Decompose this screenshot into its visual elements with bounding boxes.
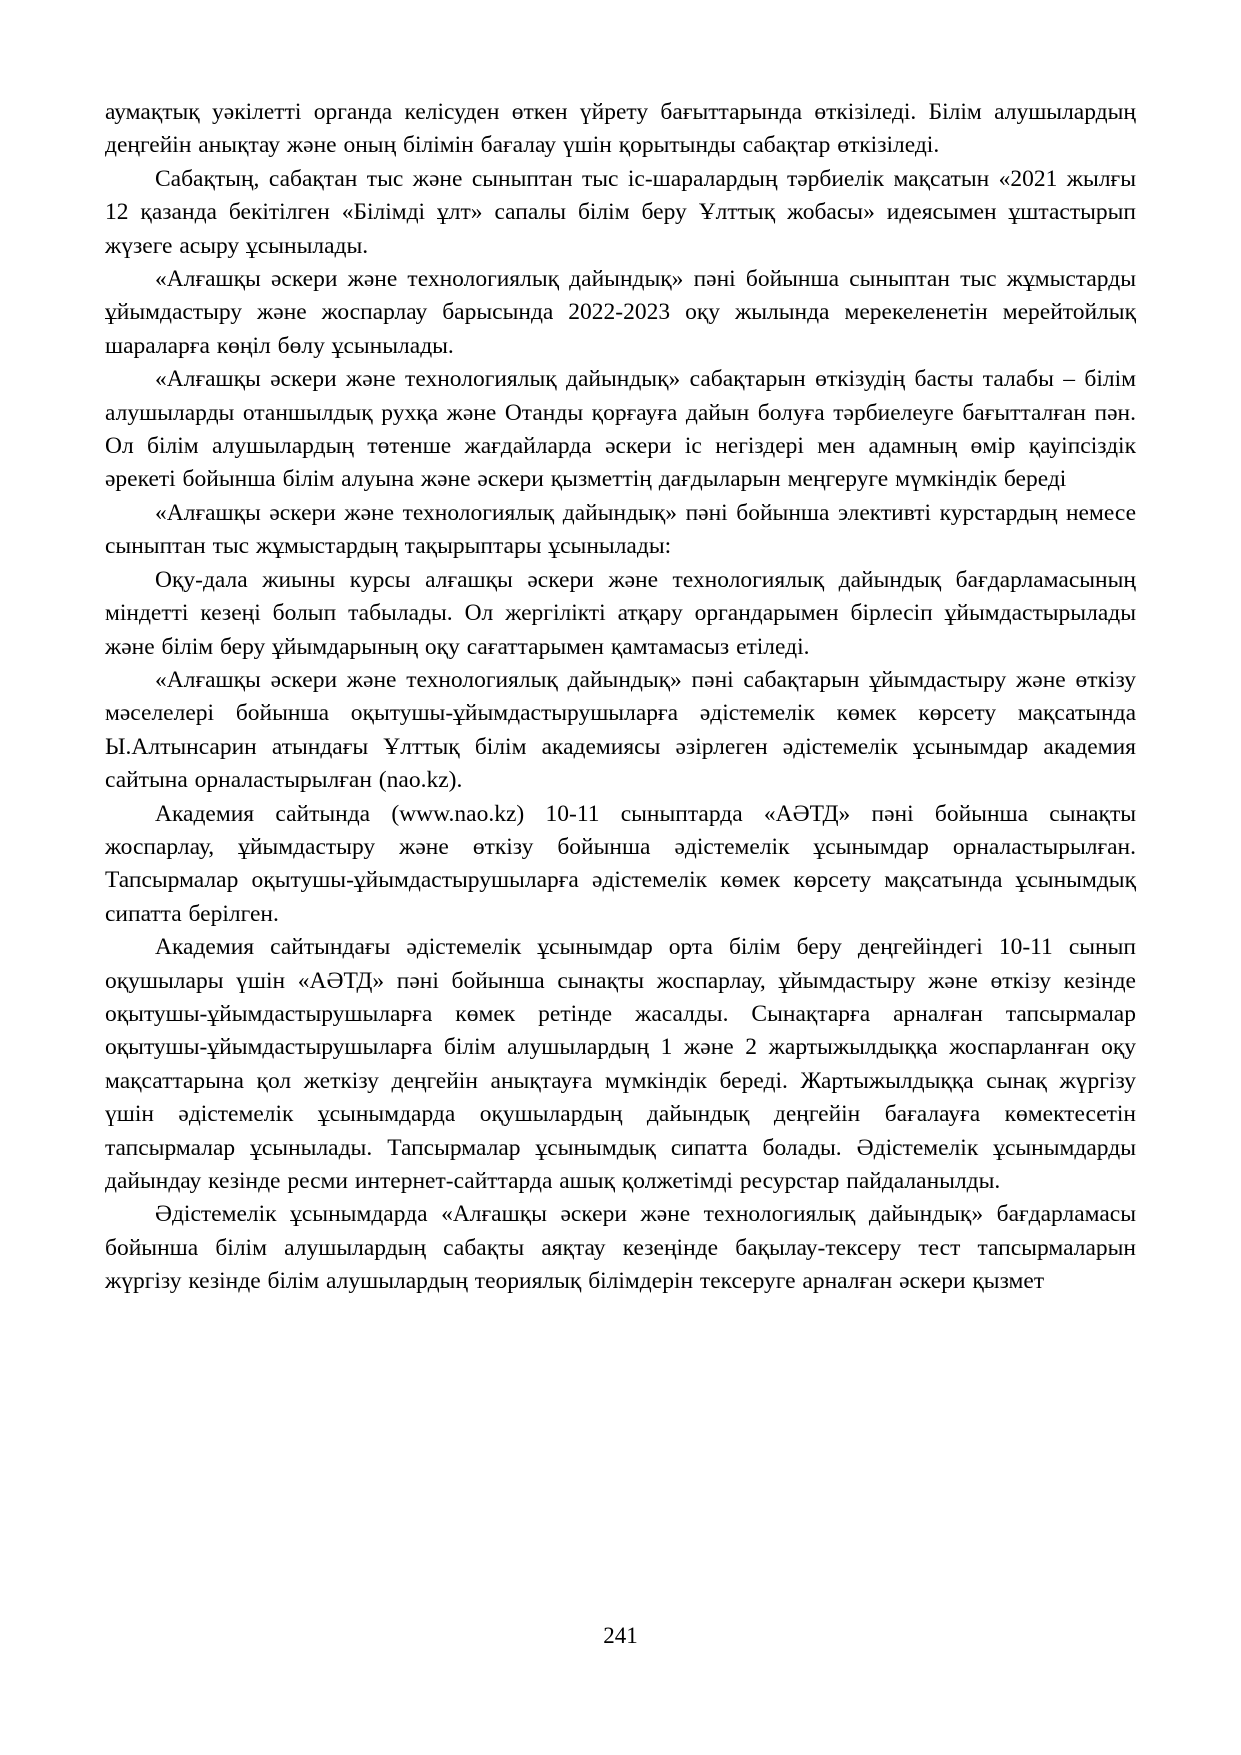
- paragraph: Оқу-дала жиыны курсы алғашқы әскери және технологиялық дайындық бағдарламасының міндетті кезеңі болып табылады. Ол жергілікті атқару органдарымен бірлесіп ұйымдастырылады және білім беру ұйымдарының оқу сағаттарымен қамтамасыз етіледі.: [105, 566, 1136, 660]
- paragraph: «Алғашқы әскери және технологиялық дайындық» пәні бойынша сыныптан тыс жұмыстарды ұйымдастыру және жоспарлау барысында 2022-2023 оқу жылында мерекеленетін мерейтойлық шараларға көңіл бөлу ұсынылады.: [105, 266, 1136, 359]
- page-number: 241: [603, 1623, 638, 1648]
- paragraph: Академия сайтындағы әдістемелік ұсынымдар орта білім беру деңгейіндегі 10-11 сынып оқушылары үшін «АӘТД» пәні бойынша сынақты жоспарлау, ұйымдастыру және өткізу кезінде оқытушы-ұйымдастырушыларға көмек ретінде жасалды. Сынақтарға арналған тапсырмалар оқытушы-ұйымдастырушыларға білім алушылардың 1 және 2 жартыжылдыққа жоспарланған оқу мақсаттарына қол жеткізу деңгейін анықтауға мүмкіндік береді. Жартыжылдыққа сынақ жүргізу үшін әдістемелік ұсынымдарда оқушылардың дайындық деңгейін бағалауға көмектесетін тапсырмалар ұсынылады. Тапсырмалар ұсынымдық сипатта болады. Әдістемелік ұсынымдарды дайындау кезінде ресми интернет-сайттарда ашық қолжетімді ресурстар пайдаланылды.: [105, 934, 1136, 1194]
- paragraph: «Алғашқы әскери және технологиялық дайындық» пәні сабақтарын ұйымдастыру және өткізу мәселелері бойынша оқытушы-ұйымдастырушыларға әдістемелік көмек көрсету мақсатында Ы.Алтынсарин атындағы Ұлттық білім академиясы әзірлеген әдістемелік ұсынымдар академия сайтына орналастырылған (nao.kz).: [105, 666, 1136, 794]
- paragraph: «Алғашқы әскери және технологиялық дайындық» пәні бойынша элективті курстардың немесе сыныптан тыс жұмыстардың тақырыптары ұсынылады:: [105, 499, 1136, 560]
- paragraph: «Алғашқы әскери және технологиялық дайындық» сабақтарын өткізудің басты талабы – білім алушыларды отаншылдық рухқа және Отанды қорғауға дайын болуға тәрбиелеуге бағытталған пән. Ол білім алушылардың төтенше жағдайларда әскери іс негіздері мен адамның өмір қауіпсіздік әрекеті бойынша білім алуына және әскери қызметтің дағдыларын меңгеруге мүмкіндік береді: [105, 366, 1136, 493]
- paragraph: Әдістемелік ұсынымдарда «Алғашқы әскери және технологиялық дайындық» бағдарламасы бойынша білім алушылардың сабақты аяқтау кезеңінде бақылау-тексеру тест тапсырмаларын жүргізу кезінде білім алушылардың теориялық білімдерін тексеруге арналған әскери қызмет: [105, 1201, 1136, 1295]
- paragraph: аумақтық уәкілетті органда келісуден өткен үйрету бағыттарында өткізіледі. Білім алушылардың деңгейін анықтау және оның білімін бағалау үшін қорытынды сабақтар өткізіледі.: [105, 99, 1136, 159]
- paragraph: Академия сайтында (www.nao.kz) 10-11 сыныптарда «АӘТД» пәні бойынша сынақты жоспарлау, ұйымдастыру және өткізу бойынша әдістемелік ұсынымдар орналастырылған. Тапсырмалар оқытушы-ұйымдастырушыларға әдістемелік көмек көрсету мақсатында ұсынымдық сипатта берілген.: [105, 800, 1136, 927]
- page-body-text: [105, 96, 1136, 1299]
- paragraph: Сабақтың, сабақтан тыс және сыныптан тыс іс-шаралардың тәрбиелік мақсатын «2021 жылғы 12 қазанда бекітілген «Білімді ұлт» сапалы білім беру Ұлттық жобасы» идеясымен ұштастырып жүзеге асыру ұсынылады.: [105, 165, 1136, 259]
